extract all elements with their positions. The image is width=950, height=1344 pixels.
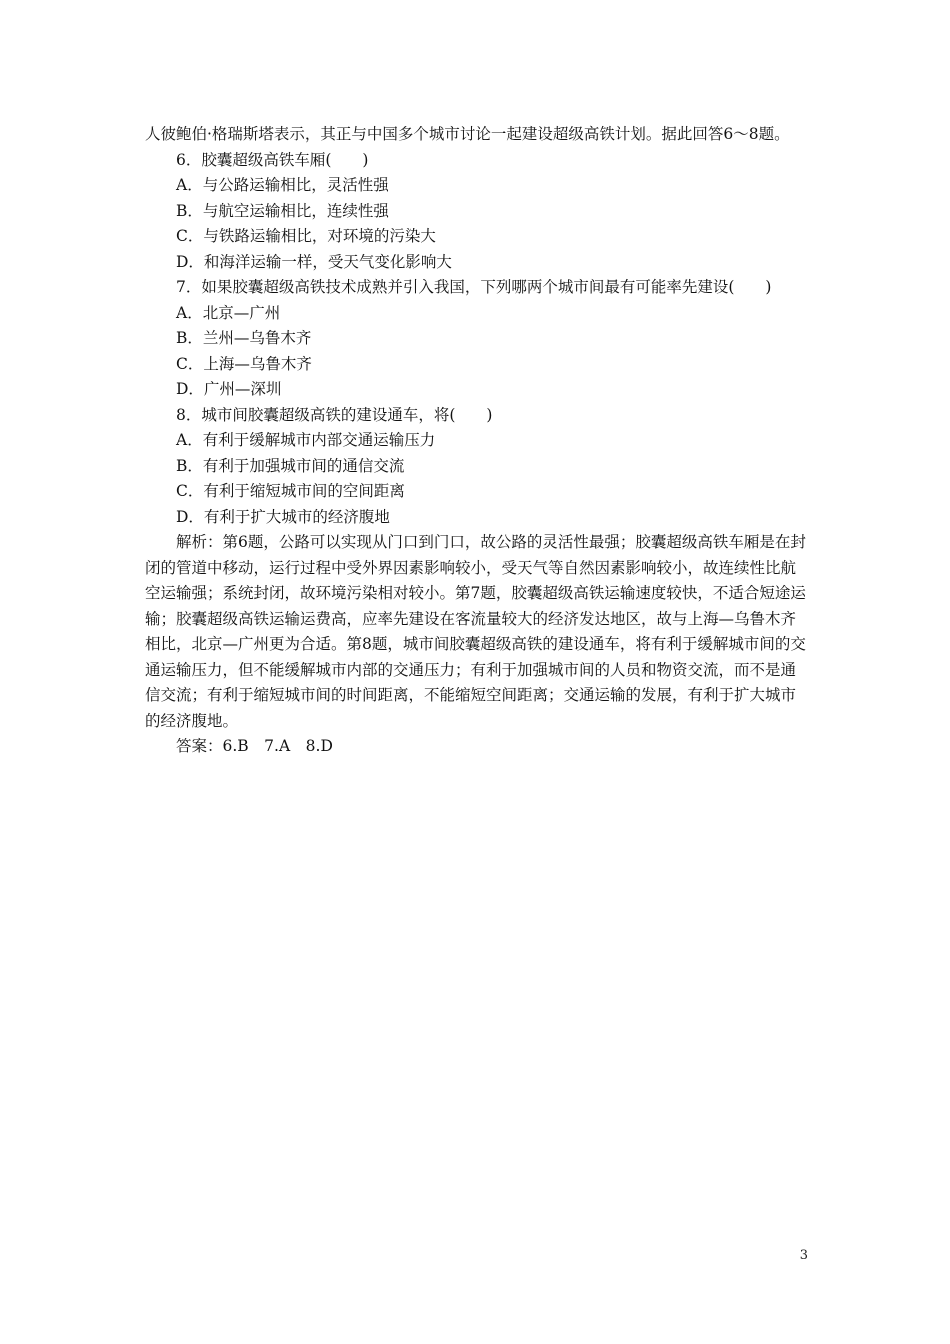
answer-line: 答案：6.B 7.A 8.D xyxy=(176,737,333,755)
question-stem: 6．胶囊超级高铁车厢( ) xyxy=(176,150,369,169)
option-c: C．上海—乌鲁木齐 xyxy=(176,354,312,373)
option-d: D．和海洋运输一样，受天气变化影响大 xyxy=(176,252,452,271)
question-stem: 7．如果胶囊超级高铁技术成熟并引入我国，下列哪两个城市间最有可能率先建设( ) xyxy=(176,278,772,296)
option-d: D．广州—深圳 xyxy=(176,380,282,398)
question-8 xyxy=(145,403,810,531)
page-number: 3 xyxy=(799,1248,808,1263)
option-b: B．有利于加强城市间的通信交流 xyxy=(176,456,405,475)
option-a: A．与公路运输相比，灵活性强 xyxy=(176,176,389,194)
document-body xyxy=(145,122,810,760)
option-b: B．兰州—乌鲁木齐 xyxy=(176,329,312,347)
option-c: C．有利于缩短城市间的空间距离 xyxy=(176,482,405,500)
option-a: A．有利于缓解城市内部交通运输压力 xyxy=(176,431,436,449)
question-7 xyxy=(145,275,810,403)
question-stem: 8．城市间胶囊超级高铁的建设通车，将( ) xyxy=(176,405,493,424)
option-d: D．有利于扩大城市的经济腹地 xyxy=(176,507,390,526)
option-b: B．与航空运输相比，连续性强 xyxy=(176,201,389,220)
option-c: C．与铁路运输相比，对环境的污染大 xyxy=(176,227,436,245)
question-6 xyxy=(145,148,810,276)
option-a: A．北京—广州 xyxy=(176,303,281,322)
analysis-paragraph: 解析：第6题，公路可以实现从门口到门口，故公路的灵活性最强；胶囊超级高铁车厢是在封闭的管道中移动，运行过程中受外界因素影响较小，受天气等自然因素影响较小，故连续性比航空运输强；系统封闭，故环境污染相对较小。第7题，胶囊超级高铁运输速度较快，不适合短途运输；胶囊超级高铁运输运费高，应率先建设在客流量较大的经济发达地区，故与上海—乌鲁木齐相比，北京—广州更为合适。第8题，城市间胶囊超级高铁的建设通车，将有利于缓解城市间的交通运输压力，但不能缓解城市内部的交通压力；有利于加强城市间的人员和物资交流，而不是通信交流；有利于缩短城市间的时间距离，不能缩短空间距离；交通运输的发展，有利于扩大城市的经济腹地。 xyxy=(145,533,806,730)
intro-paragraph: 人彼鲍伯·格瑞斯塔表示，其正与中国多个城市讨论一起建设超级高铁计划。据此回答6～8题。 xyxy=(145,125,790,143)
